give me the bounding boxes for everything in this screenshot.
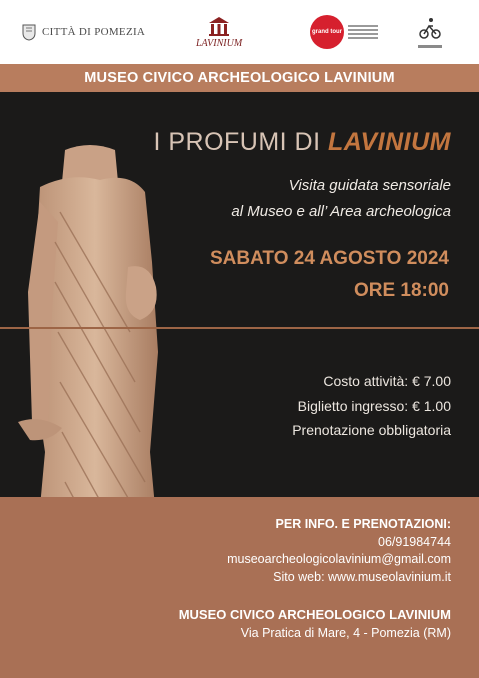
event-title bbox=[153, 128, 451, 157]
activity-cost: Costo attività: € 7.00 bbox=[323, 373, 451, 389]
info-email[interactable]: museoarcheologicolavinium@gmail.com bbox=[227, 552, 451, 566]
event-title-prefix: I PROFUMI DI bbox=[153, 128, 329, 156]
cycling-logo-caption bbox=[418, 45, 442, 48]
pomezia-crest-icon bbox=[22, 23, 36, 41]
lavinium-temple-icon bbox=[206, 15, 232, 37]
logo-bar bbox=[0, 0, 479, 64]
event-date: SABATO 24 AGOSTO 2024 bbox=[210, 248, 449, 269]
event-time: ORE 18:00 bbox=[353, 280, 449, 301]
info-heading: PER INFO. E PRENOTAZIONI: bbox=[275, 517, 451, 531]
grand-tour-logo bbox=[310, 0, 378, 64]
pomezia-logo bbox=[22, 0, 145, 64]
ticket-price: Biglietto ingresso: € 1.00 bbox=[297, 398, 451, 414]
header-band bbox=[0, 64, 479, 92]
lavinium-logo bbox=[196, 0, 242, 64]
grand-tour-badge: grand tour bbox=[310, 15, 344, 49]
cycling-logo bbox=[418, 0, 442, 64]
header-title: MUSEO CIVICO ARCHEOLOGICO LAVINIUM bbox=[84, 70, 395, 86]
lavinium-logo-text: LAVINIUM bbox=[196, 38, 243, 49]
cyclist-icon bbox=[419, 16, 441, 42]
info-phone[interactable]: 06/91984744 bbox=[378, 535, 451, 549]
section-divider bbox=[0, 327, 479, 329]
grand-tour-caption bbox=[348, 25, 378, 39]
event-title-emphasis: LAVINIUM bbox=[328, 128, 451, 156]
booking-required-note: Prenotazione obbligatoria bbox=[292, 422, 451, 438]
event-subtitle-line1: Visita guidata sensoriale bbox=[288, 177, 451, 194]
pomezia-logo-text: CITTÀ DI POMEZIA bbox=[42, 26, 146, 38]
info-address: Via Pratica di Mare, 4 - Pomezia (RM) bbox=[240, 626, 451, 640]
info-website[interactable]: Sito web: www.museolavinium.it bbox=[273, 570, 451, 584]
event-subtitle-line2: al Museo e all’ Area archeologica bbox=[231, 203, 451, 220]
info-museum-name: MUSEO CIVICO ARCHEOLOGICO LAVINIUM bbox=[178, 607, 451, 622]
